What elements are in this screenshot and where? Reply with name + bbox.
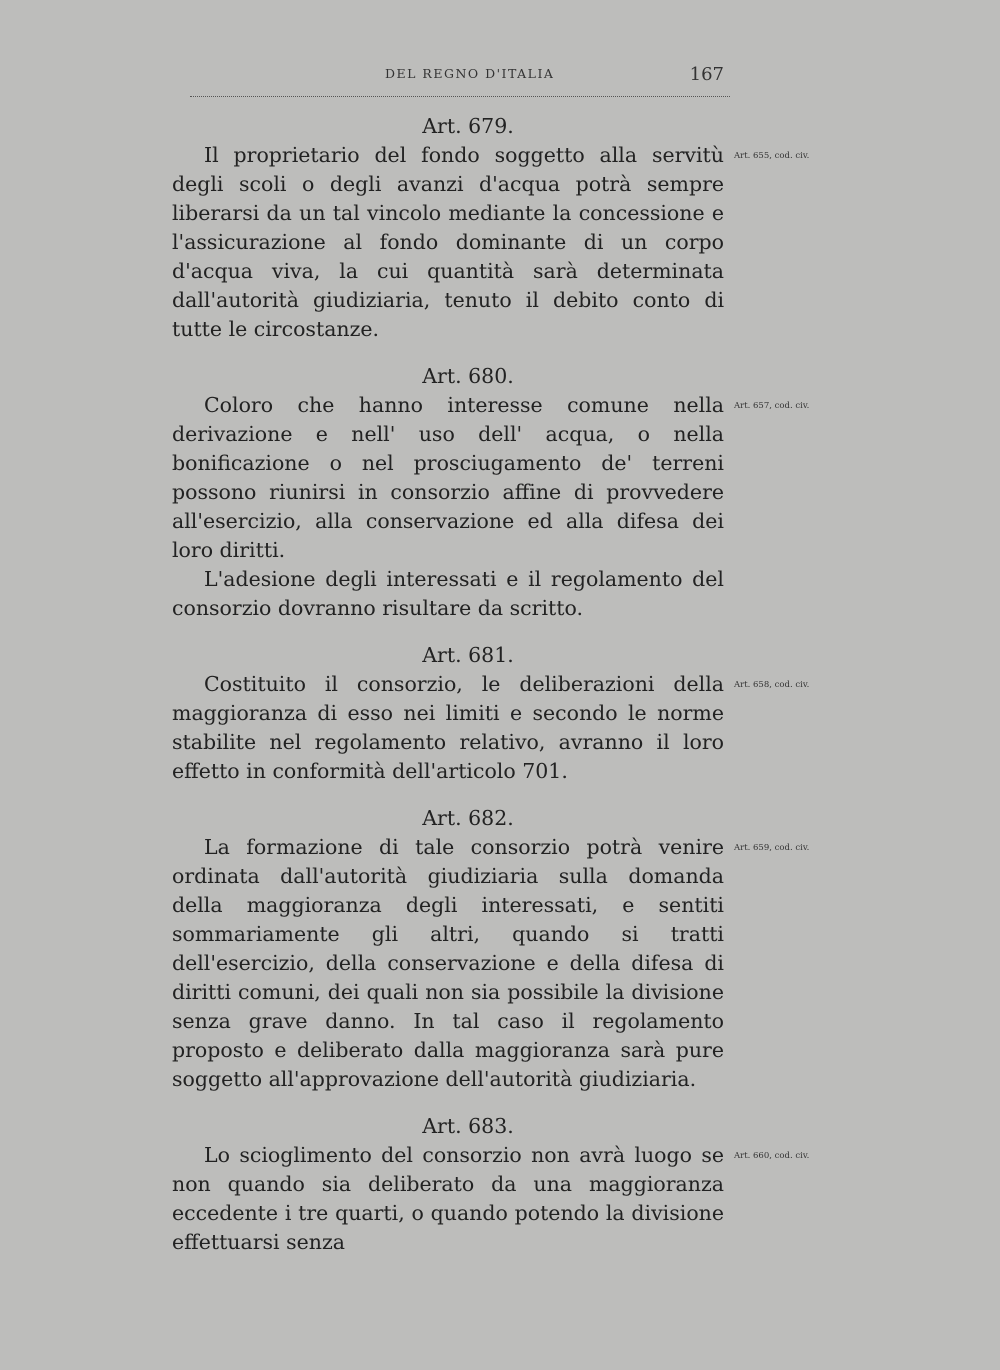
article-paragraph: Costituito il consorzio, le deliberazioni della maggioranza di esso nei limiti e secondo le norme stabilite nel regolamento relativo, avranno il loro effetto in conformità dell'articolo 701. [172, 672, 724, 783]
article-681 [172, 641, 810, 786]
margin-reference: Art. 659, cod. civ. [734, 843, 810, 853]
article-679 [172, 112, 810, 344]
margin-reference: Art. 655, cod. civ. [734, 151, 810, 161]
page-body [172, 112, 810, 1275]
margin-reference: Art. 660, cod. civ. [734, 1151, 810, 1161]
article-paragraph: L'adesione degli interessati e il regolamento del consorzio dovranno risultare da scritto. [172, 567, 724, 620]
running-head-title: DEL REGNO D'ITALIA [385, 66, 555, 81]
article-682 [172, 804, 810, 1094]
article-heading: Art. 683. [422, 1114, 514, 1138]
article-heading: Art. 680. [422, 364, 514, 388]
article-paragraph: Il proprietario del fondo soggetto alla servitù degli scoli o degli avanzi d'acqua potrà sempre liberarsi da un tal vincolo mediante la concessione e l'assicurazione al fondo dominante di un corpo d'acqua viva, la cui quantità sarà determinata dall'autorità giudiziaria, tenuto il debito conto di tutte le circostanze. [172, 143, 724, 341]
running-head [190, 66, 730, 97]
page-number: 167 [689, 64, 724, 85]
article-paragraph: Lo scioglimento del consorzio non avrà luogo se non quando sia deliberato da una maggioranza eccedente i tre quarti, o quando potendo la divisione effettuarsi senza [172, 1143, 724, 1254]
margin-reference: Art. 658, cod. civ. [734, 680, 810, 690]
article-heading: Art. 679. [422, 114, 514, 138]
article-683 [172, 1112, 810, 1257]
article-heading: Art. 681. [422, 643, 514, 667]
article-paragraph: La formazione di tale consorzio potrà venire ordinata dall'autorità giudiziaria sulla domanda della maggioranza degli interessati, e sentiti sommariamente gli altri, quando si tratti dell'esercizio, della conservazione e della difesa di diritti comuni, dei quali non sia possibile la divisione senza grave danno. In tal caso il regolamento proposto e deliberato dalla maggioranza sarà pure soggetto all'approvazione dell'autorità giudiziaria. [172, 835, 724, 1091]
margin-reference: Art. 657, cod. civ. [734, 401, 810, 411]
article-paragraph: Coloro che hanno interesse comune nella derivazione e nell' uso dell' acqua, o nella bonificazione o nel prosciugamento de' terreni possono riunirsi in consorzio affine di provvedere all'esercizio, alla conservazione ed alla difesa dei loro diritti. [172, 393, 724, 562]
article-680 [172, 362, 810, 623]
article-heading: Art. 682. [422, 806, 514, 830]
